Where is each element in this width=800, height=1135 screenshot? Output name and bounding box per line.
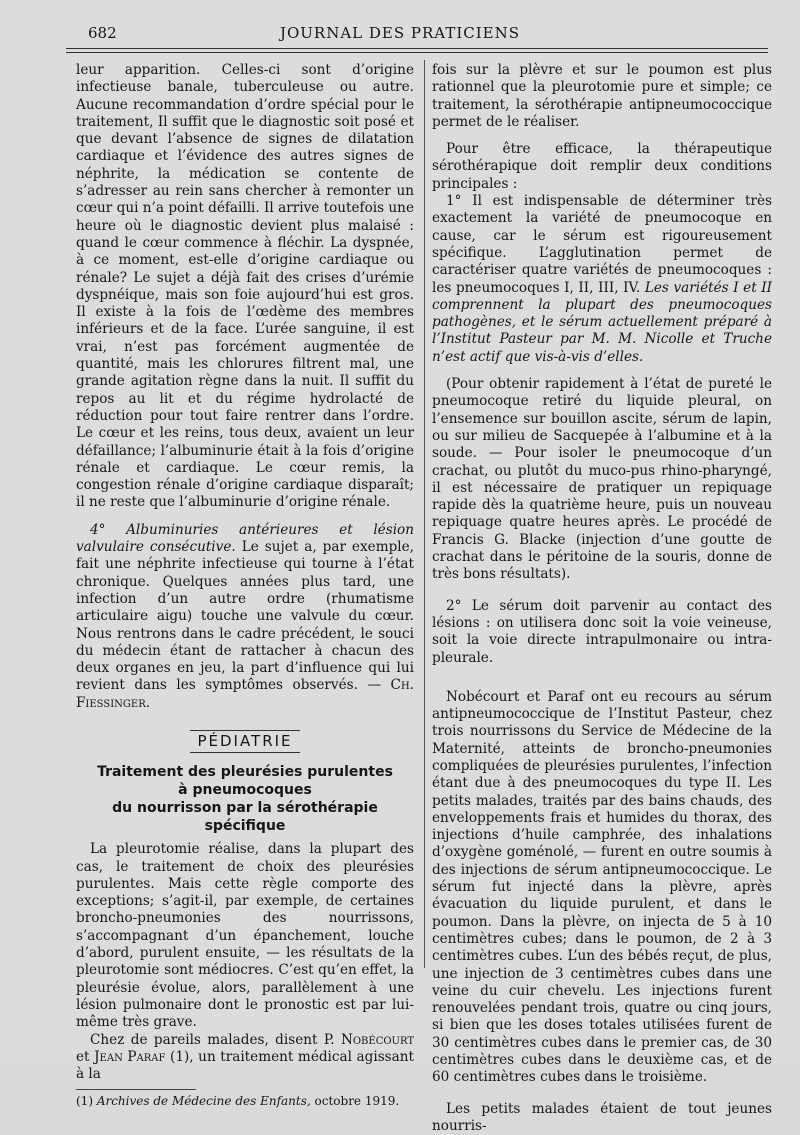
page-number: 682 xyxy=(88,24,117,42)
left-column xyxy=(76,62,414,1109)
paragraph-lead: 4° Albuminuries antérieures et lésion valvulaire consécutive. xyxy=(76,521,414,556)
article-title-line: à pneumocoques xyxy=(178,782,312,799)
paragraph xyxy=(76,522,414,712)
author-signature: Ch. Fiessinger. xyxy=(76,677,414,711)
author-name: P. Nobécourt xyxy=(323,1031,415,1048)
paragraph: Pour être efficace, la thérapeutique sérothérapique doit remplir deux conditions principales : xyxy=(432,141,772,192)
right-column xyxy=(432,62,772,1135)
article-title-line: du nourrisson par la sérothérapie spécifique xyxy=(112,800,378,835)
column-divider xyxy=(424,60,425,968)
paragraph: Les petits malades étaient de tout jeunes nourris- xyxy=(432,1100,772,1134)
footnote-rule xyxy=(76,1089,196,1090)
author-name: Jean Paraf xyxy=(94,1048,166,1065)
paragraph: La pleurotomie réalise, dans la plupart des cas, le traitement de choix des pleurésies purulentes. Mais cette règle comporte des exceptions; s’agit-il, par exemple, de certaines broncho-pneumonies des nourrissons, s’accompagnant d’un épanchement, louche d’abord, purulent ensuite, — les résultats de la pleurotomie sont médiocres. C’est qu’en effet, la pleurésie évolue, alors, parallèlement à une lésion pulmonaire dont le pronostic est par lui-même très grave. xyxy=(76,841,414,1031)
header-rule-bottom xyxy=(66,52,768,53)
paragraph: leur apparition. Celles-ci sont d’origine infectieuse banale, tuberculeuse ou autre. Aucune recommandation d’ordre spécial pour le traitement, Il suffit que le diagnostic soit posé et que devant l’absence de signes de dilatation cardiaque et l’évidence des autres signes de néphrite, la médication se contente de s’adresser au rein sans chercher à remonter un cœur qui n’a point défailli. Il arrive toutefois une heure où le diagnostic devient plus malaisé : quand le cœur commence à fléchir. La dyspnée, à ce moment, est-elle d’origine cardiaque ou rénale? Le sujet a déjà fait des crises d’urémie dyspnéique, mais son foie aujourd’hui est gros. Il existe à la fois de l’œdème des membres inférieurs et de la face. L’urée sanguine, il est vrai, n’est pas forcément augmentée de quantité, mais les chlorures filtrent mal, une grande agitation règne dans la nuit. Il suffit du repos au lit et du régime hydrolacté de réduction pour tout faire rentrer dans l’ordre. Le cœur et les reins, tous deux, avaient un leur défaillance; l’albuminurie était à la fois d’origine rénale et cardiaque. Le cœur remis, la congestion rénale d’origine cardiaque disparaît; il ne reste que l’albuminurie d’origine rénale. xyxy=(76,62,414,511)
article-title-line: Traitement des pleurésies purulentes xyxy=(97,764,393,781)
paragraph: 2° Le sérum doit parvenir au contact des lésions : on utilisera donc soit la voie veineuse, soit la voie directe intrapulmonaire ou intra-pleurale. xyxy=(432,597,772,666)
journal-title: JOURNAL DES PRATICIENS xyxy=(279,24,521,42)
article-title xyxy=(76,763,414,835)
paragraph: Chez de pareils malades, disent P. Nobécourt et Jean Paraf (1), un traitement médical agissant à la xyxy=(76,1031,415,1083)
header-rule-top xyxy=(66,48,768,49)
paragraph: 1° Il est indispensable de déterminer très exactement la variété de pneumocoque en cause, car le sérum est rigoureusement spécifique. L’agglutination permet de caractériser quatre variétés de pneumocoques : les pneumocoques I, II, III, IV. Les variétés I et II comprennent la plupart des pneumocoques pathogènes, et le sérum actuellement préparé à l’Institut Pasteur par M. M. Nicolle et Truche n’est actif que vis-à-vis d’elles. xyxy=(432,193,773,365)
footnote: (1) Archives de Médecine des Enfants, octobre 1919. xyxy=(76,1094,400,1109)
paragraph: fois sur la plèvre et sur le poumon est plus rationnel que la pleurotomie pure et simple; ce traitement, la sérothérapie antipneumococcique permet de le réaliser. xyxy=(432,62,772,130)
section-heading: PÉDIATRIE xyxy=(190,730,300,753)
paragraph: Nobécourt et Paraf ont eu recours au sérum antipneumococcique de l’Institut Pasteur, chez trois nourrissons du Service de Médecine de la Maternité, atteints de broncho-pneumonies compliquées de pleurésies purulentes, l’infection étant due à des pneumocoques du type II. Les petits malades, traités par des bains chauds, des enveloppements frais et humides du thorax, des injections d’huile camphrée, des inhalations d’oxygène goménolé, — furent en outre soumis à des injections de sérum antipneumococcique. Le sérum fut injecté dans la plèvre, après évacuation du liquide purulent, et dans le poumon. Dans la plèvre, on injecta de 5 à 10 centimètres cubes; dans le poumon, de 2 à 3 centimètres cubes. L’un des bébés reçut, de plus, une injection de 3 centimètres cubes dans une veine du cuir chevelu. Les injections furent renouvelées pendant trois, quatre ou cinq jours, si bien que les doses totales utilisées furent de 30 centimètres cubes dans le premier cas, de 30 centimètres cubes dans le deuxième cas, et de 60 centimètres cubes dans le troisième. xyxy=(432,688,772,1086)
paragraph: (Pour obtenir rapidement à l’état de pureté le pneumocoque retiré du liquide pleural, on l’ensemence sur bouillon ascite, sérum de lapin, ou sur milieu de Sacquepée à l’albumine et à la soude. — Pour isoler le pneumocoque d’un crachat, ou plutôt du muco-pus rhino-pharyngé, il est nécessaire de pratiquer un repiquage rapide dès la quatrième heure, puis un nouveau repiquage quatre heures après. Le procédé de Francis G. Blacke (injection d’une goutte de crachat dans le péritoine de la souris, donne de très bons résultats). xyxy=(432,376,772,583)
page-header xyxy=(0,0,800,50)
paragraph-body: Le sujet a, par exemple, fait une néphrite infectieuse qui tourne à l’état chronique. Quelques années plus tard, une infection d’un autre ordre (rhumatisme articulaire aigu) touche une valvule du cœur. Nous rentrons dans le cadre précédent, le souci du médecin étant de rattacher à chacun des deux organes en jeu, la part d’influence qui lui revient dans les symptômes observés. — xyxy=(76,539,414,694)
